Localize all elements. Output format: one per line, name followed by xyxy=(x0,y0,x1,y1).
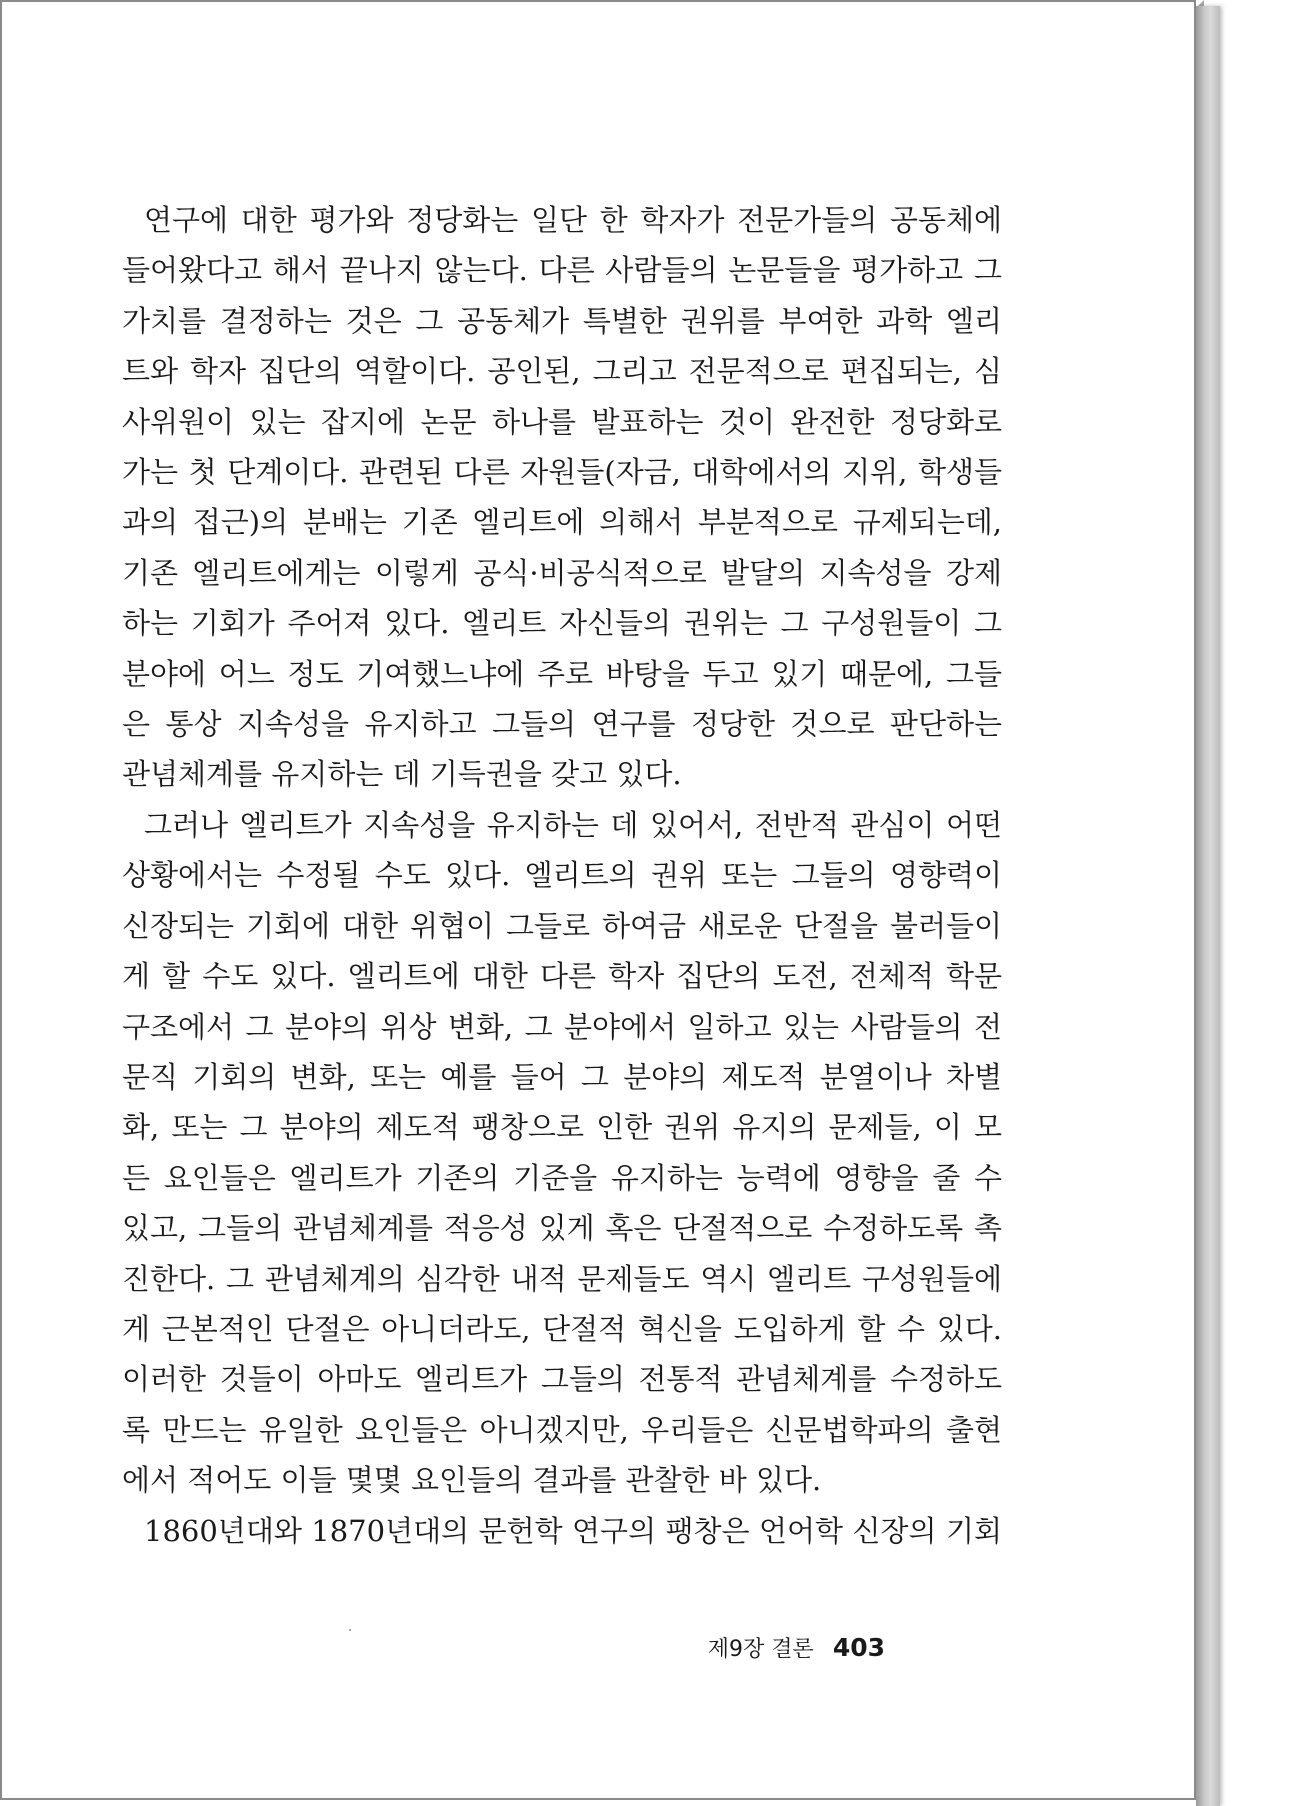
text-line: 록 만드는 유일한 요인들은 아니겠지만, 우리들은 신문법학파의 출현 xyxy=(122,1412,1002,1447)
text-line: 진한다. 그 관념체계의 심각한 내적 문제들도 역시 엘리트 구성원들에 xyxy=(122,1261,1002,1296)
text-line: 그러나 엘리트가 지속성을 유지하는 데 있어서, 전반적 관심이 어떤 xyxy=(144,807,1002,842)
text-line: 이러한 것들이 아마도 엘리트가 그들의 전통적 관념체계를 수정하도 xyxy=(122,1362,1002,1397)
text-line: 있고, 그들의 관념체계를 적응성 있게 혹은 단절적으로 수정하도록 촉 xyxy=(122,1211,1002,1246)
page-number: 403 xyxy=(832,1633,885,1662)
text-line: 분야에 어느 정도 기여했느냐에 주로 바탕을 두고 있기 때문에, 그들 xyxy=(122,656,1002,691)
text-line: 과의 접근)의 분배는 기존 엘리트에 의해서 부분적으로 규제되는데, xyxy=(122,505,1002,540)
text-line: 든 요인들은 엘리트가 기존의 기준을 유지하는 능력에 영향을 줄 수 xyxy=(122,1160,1002,1195)
text-line: 에서 적어도 이들 몇몇 요인들의 결과를 관찰한 바 있다. xyxy=(122,1463,822,1498)
text-line: 관념체계를 유지하는 데 기득권을 갖고 있다. xyxy=(122,757,682,792)
text-line: 사위원이 있는 잡지에 논문 하나를 발표하는 것이 완전한 정당화로 xyxy=(122,404,1002,439)
text-line: 신장되는 기회에 대한 위협이 그들로 하여금 새로운 단절을 불러들이 xyxy=(122,908,1002,943)
text-line: 게 할 수도 있다. 엘리트에 대한 다른 학자 집단의 도전, 전체적 학문 xyxy=(122,959,1002,994)
text-line: 하는 기회가 주어져 있다. 엘리트 자신들의 권위는 그 구성원들이 그 xyxy=(122,606,1002,641)
text-line: 가는 첫 단계이다. 관련된 다른 자원들(자금, 대학에서의 지위, 학생들 xyxy=(122,455,1002,490)
text-line: 연구에 대한 평가와 정당화는 일단 한 학자가 전문가들의 공동체에 xyxy=(144,203,1002,237)
text-line: 문직 기회의 변화, 또는 예를 들어 그 분야의 제도적 분열이나 차별 xyxy=(122,1059,1002,1094)
text-line: 화, 또는 그 분야의 제도적 팽창으로 인한 권위 유지의 문제들, 이 모 xyxy=(122,1110,1002,1145)
body-text xyxy=(122,195,1002,1556)
page-footer xyxy=(708,1632,885,1663)
chapter-title: 제9장 결론 xyxy=(707,1637,814,1662)
text-line: 1860년대와 1870년대의 문헌학 연구의 팽창은 언어학 신장의 기회 xyxy=(144,1513,1002,1548)
book-edge xyxy=(1196,6,1220,1806)
scan-speck xyxy=(349,1629,351,1631)
text-line: 들어왔다고 해서 끝나지 않는다. 다른 사람들의 논문들을 평가하고 그 xyxy=(122,253,1002,288)
text-line: 구조에서 그 분야의 위상 변화, 그 분야에서 일하고 있는 사람들의 전 xyxy=(122,1009,1002,1044)
text-line: 기존 엘리트에게는 이렇게 공식·비공식적으로 발달의 지속성을 강제 xyxy=(122,555,1002,590)
text-line: 가치를 결정하는 것은 그 공동체가 특별한 권위를 부여한 과학 엘리 xyxy=(122,303,1002,338)
text-line: 상황에서는 수정될 수도 있다. 엘리트의 권위 또는 그들의 영향력이 xyxy=(122,858,1002,893)
text-line: 은 통상 지속성을 유지하고 그들의 연구를 정당한 것으로 판단하는 xyxy=(122,707,1002,742)
text-line: 게 근본적인 단절은 아니더라도, 단절적 혁신을 도입하게 할 수 있다. xyxy=(122,1311,1002,1346)
text-line: 트와 학자 집단의 역할이다. 공인된, 그리고 전문적으로 편집되는, 심 xyxy=(122,354,1002,389)
